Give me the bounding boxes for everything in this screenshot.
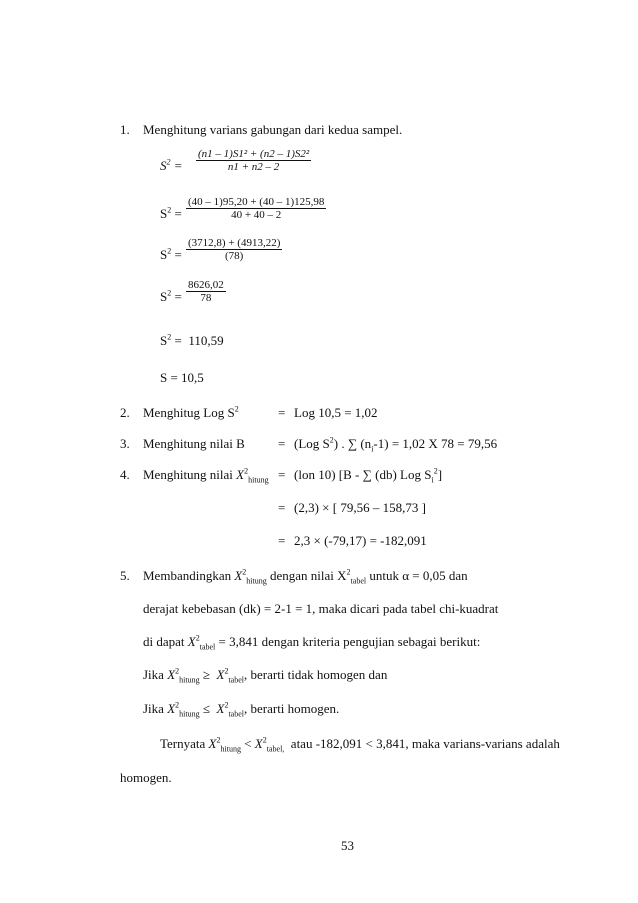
step-2-value: Log 10,5 = 1,02 (294, 405, 378, 420)
step-2-label: Menghitug Log $S^2$ (143, 404, 239, 420)
step-4-line-2: (2,3) × [ 79,56 – 158,73 ] (294, 500, 426, 515)
sum-s2-label: $S^2$ = (160, 288, 182, 304)
step-5-line-5: Jika $X^2_{hitung} \le X^2_{tabel}$, berarti homogen. (143, 700, 340, 719)
step-3-value: (Log $S^2$) . ∑ $(n_i-1) = 1,02$ X 78 = 79,56 (294, 435, 498, 454)
sum-denominator: 78 (200, 292, 212, 304)
step-2-number: 2. (120, 405, 130, 420)
substitution-numerator: (40 – 1)95,20 + (40 – 1)125,98 (188, 196, 325, 208)
formula-general-denominator: n1 + n2 – 2 (227, 161, 280, 173)
page-number: 53 (341, 838, 354, 853)
substitution-fraction (186, 196, 326, 221)
step-5-line-1: Membandingkan $X^2_{hitung}$ dengan nilai $X^2_{tabel}$ untuk α = 0,05 dan (143, 567, 468, 586)
calc-s2-label: $S^2$ = (160, 246, 182, 262)
calc-fraction (186, 237, 282, 262)
step-5-line-4: Jika $X^2_{hitung} \ge X^2_{tabel}$, berarti tidak homogen dan (143, 666, 388, 685)
sum-fraction (186, 279, 226, 304)
sum-numerator: 8626,02 (188, 279, 224, 291)
result-s: S = 10,5 (160, 370, 204, 385)
step-1-number: 1. (120, 122, 130, 137)
step-5-line-7: homogen. (120, 770, 172, 785)
substitution-s2-label: $S^2$ = (160, 205, 182, 221)
calc-numerator: (3712,8) + (4913,22) (188, 237, 281, 249)
result-s2: $S^2 = 110,59$ (160, 332, 224, 348)
step-4-number: 4. (120, 467, 130, 482)
step-4-equals-3: = (278, 533, 286, 548)
formula-general-numerator: (n1 – 1)S1² + (n2 – 1)S2² (198, 148, 310, 160)
formula-general-fraction (196, 148, 311, 173)
step-3-equals: = (278, 436, 286, 451)
result-s2-value: 110,59 (188, 333, 224, 348)
step-5-number: 5. (120, 568, 130, 583)
step-2-equals: = (278, 405, 286, 420)
step-4-equals-2: = (278, 500, 286, 515)
step-4-line-3: 2,3 × (-79,17) = -182,091 (294, 533, 427, 548)
step-5-line-2: derajat kebebasan (dk) = 2-1 = 1, maka dicari pada tabel chi-kuadrat (143, 601, 499, 616)
step-5-line-6: Ternyata $X^2_{hitung} < X^2_{tabel,}$ atau -182,091 < 3,841, maka varians-varians adalah (160, 735, 560, 754)
step-4-equals-1: = (278, 467, 286, 482)
formula-s2-label: $S^2$ = (160, 157, 183, 173)
step-4-label: Menghitung nilai $X^2_{hitung}$ (143, 466, 269, 485)
step-5-line-3: di dapat $X^2_{tabel} = 3,841$ dengan kriteria pengujian sebagai berikut: (143, 633, 481, 652)
step-3-label: Menghitung nilai B (143, 436, 245, 451)
step-4-line-1: (lon 10) [B - ∑ (db) Log $S_i^2$] (294, 466, 443, 485)
substitution-denominator: 40 + 40 – 2 (231, 209, 282, 221)
step-3-number: 3. (120, 436, 130, 451)
calc-denominator: (78) (225, 250, 244, 262)
step-1-text: Menghitung varians gabungan dari kedua sampel. (143, 122, 403, 137)
